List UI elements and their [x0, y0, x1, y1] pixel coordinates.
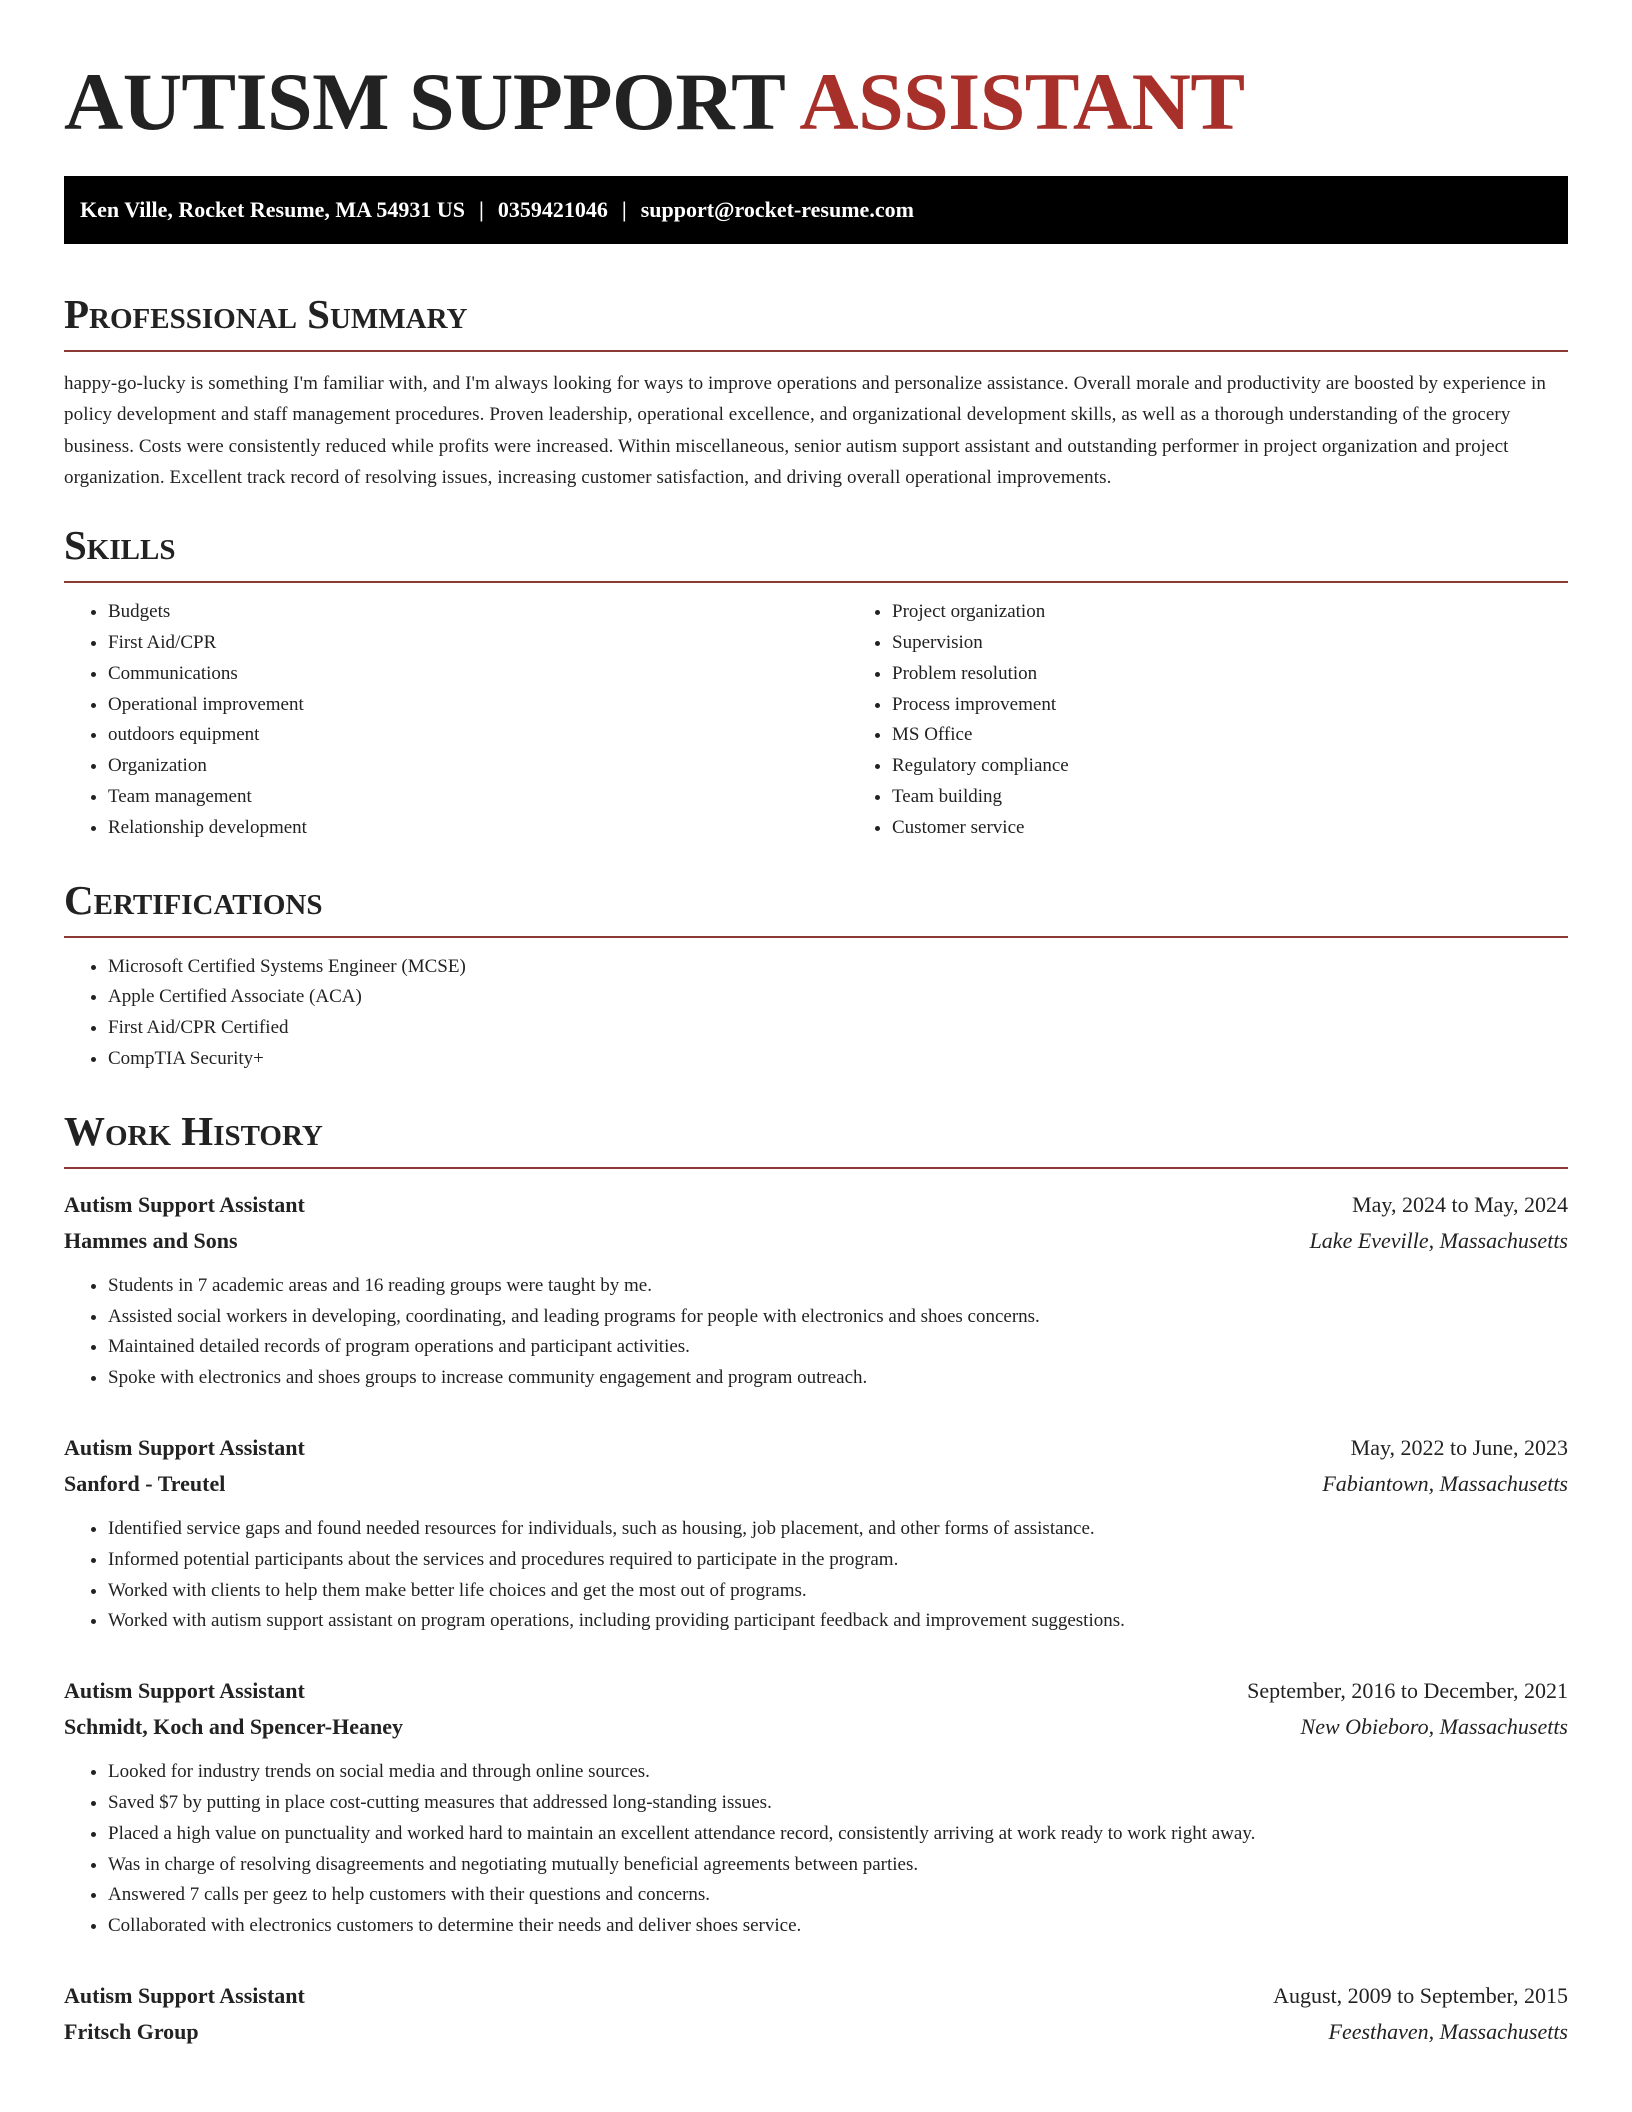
job-subheader: [64, 2014, 1568, 2050]
skill-item: • First Aid/CPR: [108, 628, 848, 659]
contact-separator: |: [478, 197, 484, 222]
job-company: Fritsch Group: [64, 2018, 199, 2044]
job-bullets: [64, 1514, 1568, 1637]
job-entry: [64, 1673, 1568, 1942]
job-location: Lake Eveville, Massachusetts: [1309, 1227, 1568, 1253]
certification-item: • CompTIA Security+: [108, 1044, 1568, 1075]
skill-item: • Relationship development: [108, 813, 848, 844]
job-bullet: • Answered 7 calls per geez to help customers with their questions and concerns.: [108, 1880, 1568, 1911]
job-subheader: [64, 1709, 1568, 1745]
contact-email: support@rocket-resume.com: [640, 197, 914, 222]
job-bullet: • Students in 7 academic areas and 16 reading groups were taught by me.: [108, 1271, 1568, 1302]
work-history-heading: Work History: [64, 1107, 323, 1154]
job-company: Hammes and Sons: [64, 1227, 238, 1253]
job-bullet: • Was in charge of resolving disagreements and negotiating mutually beneficial agreements between parties.: [108, 1850, 1568, 1881]
certification-item: • Microsoft Certified Systems Engineer (MCSE): [108, 952, 1568, 983]
job-bullet: • Looked for industry trends on social media and through online sources.: [108, 1757, 1568, 1788]
title-role: AUTISM SUPPORT: [64, 56, 784, 147]
job-bullets: [64, 1757, 1568, 1942]
job-dates: May, 2022 to June, 2023: [1350, 1434, 1568, 1460]
job-title: Autism Support Assistant: [64, 1191, 305, 1217]
skill-item: • outdoors equipment: [108, 720, 848, 751]
skill-item: • Operational improvement: [108, 690, 848, 721]
section-divider: [64, 936, 1568, 938]
job-location: New Obieboro, Massachusetts: [1300, 1714, 1568, 1740]
job-company: Sanford - Treutel: [64, 1470, 226, 1496]
job-bullet: • Collaborated with electronics customers to determine their needs and deliver shoes service.: [108, 1911, 1568, 1942]
skill-item: • Organization: [108, 751, 848, 782]
skill-item: • Process improvement: [892, 690, 1632, 721]
skill-item: • Supervision: [892, 628, 1632, 659]
certifications-list: [64, 952, 1568, 1075]
job-header: [64, 1187, 1568, 1223]
job-bullet: • Worked with autism support assistant on program operations, including providing participant feedback and improvement suggestions.: [108, 1606, 1568, 1637]
job-title: Autism Support Assistant: [64, 1434, 305, 1460]
skills-list-left: [64, 597, 848, 843]
job-bullet: • Maintained detailed records of program operations and participant activities.: [108, 1332, 1568, 1363]
skills-list-right: [848, 597, 1632, 843]
contact-separator: |: [621, 197, 627, 222]
job-entry: [64, 1978, 1568, 2050]
skill-item: • Team building: [892, 782, 1632, 813]
summary-text: happy-go-lucky is something I'm familiar with, and I'm always looking for ways to improve operations and personalize assistance. Overall morale and productivity are boosted by experience in policy development and staff management procedures. Proven leadership, operational excellence, and organizational development skills, as well as a thorough understanding of the grocery business. Costs were consistently reduced while profits were increased. Within miscellaneous, senior autism support assistant and outstanding performer in project organization and project organization. Excellent track record of resolving issues, increasing customer satisfaction, and driving overall operational improvements.: [64, 373, 1547, 488]
skills-section: [64, 519, 1568, 843]
job-header: [64, 1430, 1568, 1466]
resume-title: [64, 0, 1568, 146]
job-bullet: • Worked with clients to help them make better life choices and get the most out of programs.: [108, 1576, 1568, 1607]
skill-item: • MS Office: [892, 720, 1632, 751]
certifications-section: [64, 874, 1568, 1075]
job-title: Autism Support Assistant: [64, 1678, 305, 1704]
skills-grid: [64, 583, 1568, 843]
job-bullet: • Assisted social workers in developing, coordinating, and leading programs for people with electronics and shoes concerns.: [108, 1302, 1568, 1333]
work-history-section: [64, 1105, 1568, 2050]
skill-item: • Customer service: [892, 813, 1632, 844]
job-location: Fabiantown, Massachusetts: [1322, 1470, 1568, 1496]
job-dates: May, 2024 to May, 2024: [1352, 1191, 1568, 1217]
job-header: [64, 1978, 1568, 2014]
job-entry: [64, 1430, 1568, 1637]
skill-item: • Problem resolution: [892, 659, 1632, 690]
certifications-heading: Certifications: [64, 876, 323, 923]
title-accent: ASSISTANT: [799, 56, 1245, 147]
job-header: [64, 1673, 1568, 1709]
skill-item: • Team management: [108, 782, 848, 813]
certification-item: • Apple Certified Associate (ACA): [108, 982, 1568, 1013]
summary-section: [64, 288, 1568, 493]
job-title: Autism Support Assistant: [64, 1982, 305, 2008]
job-bullet: • Saved $7 by putting in place cost-cutting measures that addressed long-standing issues.: [108, 1788, 1568, 1819]
certification-item: • First Aid/CPR Certified: [108, 1013, 1568, 1044]
skill-item: • Budgets: [108, 597, 848, 628]
job-dates: September, 2016 to December, 2021: [1247, 1678, 1568, 1704]
section-divider: [64, 350, 1568, 352]
job-bullet: • Informed potential participants about the services and procedures required to participate in the program.: [108, 1545, 1568, 1576]
contact-bar: [64, 176, 1568, 244]
job-bullets: [64, 1271, 1568, 1394]
job-bullet: • Identified service gaps and found needed resources for individuals, such as housing, job placement, and other forms of assistance.: [108, 1514, 1568, 1545]
contact-address: Ken Ville, Rocket Resume, MA 54931 US: [80, 197, 465, 222]
section-divider: [64, 1167, 1568, 1169]
skill-item: • Communications: [108, 659, 848, 690]
job-company: Schmidt, Koch and Spencer-Heaney: [64, 1714, 403, 1740]
job-subheader: [64, 1223, 1568, 1259]
job-bullet: • Placed a high value on punctuality and worked hard to maintain an excellent attendance record, consistently arriving at work ready to work right away.: [108, 1819, 1568, 1850]
job-entry: [64, 1187, 1568, 1394]
job-location: Feesthaven, Massachusetts: [1328, 2018, 1568, 2044]
skill-item: • Project organization: [892, 597, 1632, 628]
job-bullet: • Spoke with electronics and shoes groups to increase community engagement and program outreach.: [108, 1363, 1568, 1394]
contact-phone: 0359421046: [497, 197, 608, 222]
skill-item: • Regulatory compliance: [892, 751, 1632, 782]
skills-heading: Skills: [64, 522, 176, 569]
summary-heading: Professional Summary: [64, 291, 468, 337]
job-dates: August, 2009 to September, 2015: [1273, 1982, 1568, 2008]
job-subheader: [64, 1466, 1568, 1502]
